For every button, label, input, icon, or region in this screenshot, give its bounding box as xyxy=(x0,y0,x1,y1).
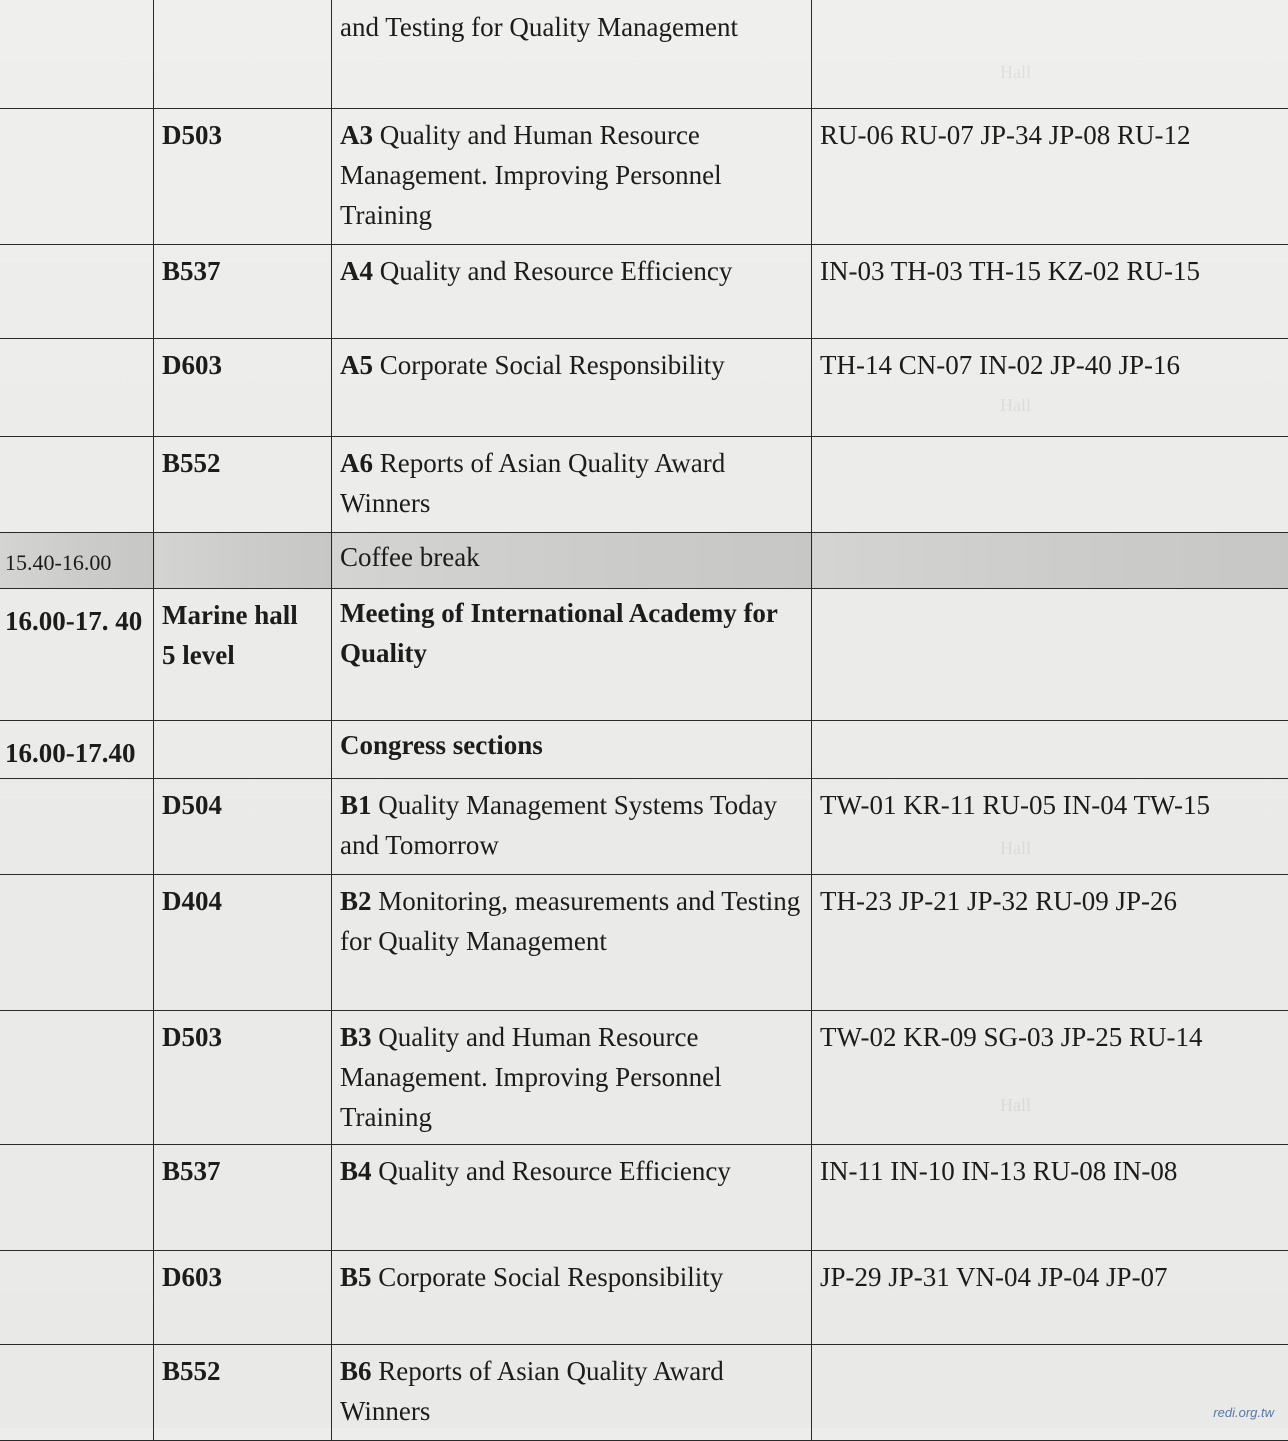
topic-cell xyxy=(332,1145,812,1251)
source-watermark: redi.org.tw xyxy=(1213,1405,1274,1420)
table-row xyxy=(0,721,1288,779)
codes-cell xyxy=(812,109,1288,245)
codes-cell xyxy=(812,1145,1288,1251)
codes-cell xyxy=(812,589,1288,721)
topic-cell xyxy=(332,533,812,589)
paper-codes: IN-03 TH-03 TH-15 KZ-02 RU-15 xyxy=(820,256,1200,286)
codes-cell xyxy=(812,245,1288,339)
section-title: Quality and Human Resource Management. Improving Personnel Training xyxy=(340,120,722,230)
section-code: B5 xyxy=(340,1262,372,1292)
room-cell xyxy=(154,533,332,589)
codes-cell xyxy=(812,721,1288,779)
topic-cell xyxy=(332,875,812,1011)
congress-title: Congress sections xyxy=(340,730,543,760)
room-cell xyxy=(154,721,332,779)
room-cell xyxy=(154,1011,332,1145)
codes-cell xyxy=(812,875,1288,1011)
room-label: D404 xyxy=(162,886,222,916)
section-code: A5 xyxy=(340,350,373,380)
table-row xyxy=(0,779,1288,875)
table-row xyxy=(0,109,1288,245)
section-title: Monitoring, measurements and Testing for Quality Management xyxy=(340,886,800,956)
topic-cell xyxy=(332,1345,812,1441)
paper-codes: TW-02 KR-09 SG-03 JP-25 RU-14 xyxy=(820,1022,1203,1052)
room-label: B537 xyxy=(162,1156,221,1186)
codes-cell xyxy=(812,437,1288,533)
codes-cell xyxy=(812,1011,1288,1145)
room-cell xyxy=(154,0,332,109)
room-cell xyxy=(154,1345,332,1441)
room-label: B552 xyxy=(162,1356,221,1386)
codes-cell xyxy=(812,1251,1288,1345)
room-label: D504 xyxy=(162,790,222,820)
table-row xyxy=(0,875,1288,1011)
table-row xyxy=(0,1145,1288,1251)
table-row xyxy=(0,533,1288,589)
time-cell xyxy=(0,1145,154,1251)
table-row xyxy=(0,339,1288,437)
topic-cell xyxy=(332,1251,812,1345)
room-cell xyxy=(154,875,332,1011)
section-title: Reports of Asian Quality Award Winners xyxy=(340,448,725,518)
codes-cell xyxy=(812,533,1288,589)
section-code: B2 xyxy=(340,886,372,916)
scanned-page: Hall Hall Hall Hall and Testing for Quality Management D503 A3 Quality and Human Resource Management. Improving Personnel Training RU-06 RU-07 JP-34 JP-08 RU-12 B537 A4 Quality and Resource Efficiency IN-03 TH-03 TH-15 KZ-02 RU-15 D603 A5 Corporate Social Responsibility TH-14 CN-07 IN-02 JP-40 JP-16 B552 A6 Reports of Asian Quality Award Winners 15.40-16.00 Coffee break 16.00-17. 40 Marine hall 5 level Meeting of International Academy for Quality 16.00-17.40 Congress sections D504 B1 Quality Management Systems Today and Tomorrow TW-01 KR-11 RU-05 IN-04 TW-15 D404 B2 Monitoring, measurements and Testing for Quality Management TH-23 JP-21 JP-32 RU-09 JP-26 D503 B3 Quality and Human Resource Management. Improving Personnel Training TW-02 KR-09 SG-03 JP-25 RU-14 B537 B4 Quality and Resource Efficiency IN-11 IN-10 IN-13 RU-08 IN-08 D603 B5 Corporate Social Responsibility JP-29 JP-31 VN-04 JP-04 JP-07 B552 B6 Reports of Asian Quality Award Winners redi.org.tw xyxy=(0,0,1288,1428)
time-label: 16.00-17. 40 xyxy=(5,606,142,636)
topic-cell xyxy=(332,1011,812,1145)
paper-codes: TW-01 KR-11 RU-05 IN-04 TW-15 xyxy=(820,790,1210,820)
time-cell xyxy=(0,1345,154,1441)
section-title: Quality and Resource Efficiency xyxy=(380,256,733,286)
time-cell xyxy=(0,1011,154,1145)
codes-cell xyxy=(812,1345,1288,1441)
room-level: 5 level xyxy=(162,640,235,670)
time-cell xyxy=(0,779,154,875)
section-title: Reports of Asian Quality Award Winners xyxy=(340,1356,724,1426)
section-title: Quality and Human Resource Management. Improving Personnel Training xyxy=(340,1022,722,1132)
codes-cell xyxy=(812,0,1288,109)
section-title: Quality Management Systems Today and Tomorrow xyxy=(340,790,777,860)
room-cell xyxy=(154,339,332,437)
room-cell xyxy=(154,589,332,721)
topic-cell xyxy=(332,779,812,875)
room-label: D503 xyxy=(162,1022,222,1052)
section-code: B3 xyxy=(340,1022,372,1052)
paper-codes: IN-11 IN-10 IN-13 RU-08 IN-08 xyxy=(820,1156,1177,1186)
time-cell xyxy=(0,437,154,533)
section-code: B6 xyxy=(340,1356,372,1386)
section-code: A3 xyxy=(340,120,373,150)
time-cell xyxy=(0,589,154,721)
paper-codes: TH-14 CN-07 IN-02 JP-40 JP-16 xyxy=(820,350,1180,380)
room-cell xyxy=(154,1251,332,1345)
break-title: Coffee break xyxy=(340,542,480,572)
room-cell xyxy=(154,779,332,875)
room-label: B537 xyxy=(162,256,221,286)
topic-text: and Testing for Quality Management xyxy=(340,12,738,42)
room-label: B552 xyxy=(162,448,221,478)
room-cell xyxy=(154,437,332,533)
section-title: Corporate Social Responsibility xyxy=(378,1262,723,1292)
time-cell xyxy=(0,1251,154,1345)
topic-cell xyxy=(332,245,812,339)
room-label: D603 xyxy=(162,350,222,380)
topic-cell xyxy=(332,109,812,245)
time-cell xyxy=(0,245,154,339)
time-cell xyxy=(0,721,154,779)
meeting-title: Meeting of International Academy for Quality xyxy=(340,598,777,668)
room-label: Marine hall xyxy=(162,600,298,630)
paper-codes: JP-29 JP-31 VN-04 JP-04 JP-07 xyxy=(820,1262,1168,1292)
section-code: B1 xyxy=(340,790,372,820)
section-code: A6 xyxy=(340,448,373,478)
topic-cell xyxy=(332,437,812,533)
time-cell xyxy=(0,109,154,245)
table-row xyxy=(0,1011,1288,1145)
codes-cell xyxy=(812,779,1288,875)
section-title: Quality and Resource Efficiency xyxy=(378,1156,731,1186)
table-row xyxy=(0,0,1288,109)
paper-codes: RU-06 RU-07 JP-34 JP-08 RU-12 xyxy=(820,120,1191,150)
section-title: Corporate Social Responsibility xyxy=(380,350,725,380)
topic-cell xyxy=(332,339,812,437)
time-cell xyxy=(0,339,154,437)
room-label: D503 xyxy=(162,120,222,150)
section-code: B4 xyxy=(340,1156,372,1186)
table-row xyxy=(0,1345,1288,1441)
codes-cell xyxy=(812,339,1288,437)
time-label: 16.00-17.40 xyxy=(5,738,136,768)
time-cell xyxy=(0,533,154,589)
topic-cell xyxy=(332,0,812,109)
table-row xyxy=(0,1251,1288,1345)
room-cell xyxy=(154,1145,332,1251)
topic-cell xyxy=(332,589,812,721)
time-cell xyxy=(0,0,154,109)
room-label: D603 xyxy=(162,1262,222,1292)
table-row xyxy=(0,437,1288,533)
room-cell xyxy=(154,109,332,245)
paper-codes: TH-23 JP-21 JP-32 RU-09 JP-26 xyxy=(820,886,1177,916)
table-row xyxy=(0,589,1288,721)
section-code: A4 xyxy=(340,256,373,286)
time-cell xyxy=(0,875,154,1011)
table-row xyxy=(0,245,1288,339)
room-cell xyxy=(154,245,332,339)
time-label: 15.40-16.00 xyxy=(5,550,111,575)
topic-cell xyxy=(332,721,812,779)
